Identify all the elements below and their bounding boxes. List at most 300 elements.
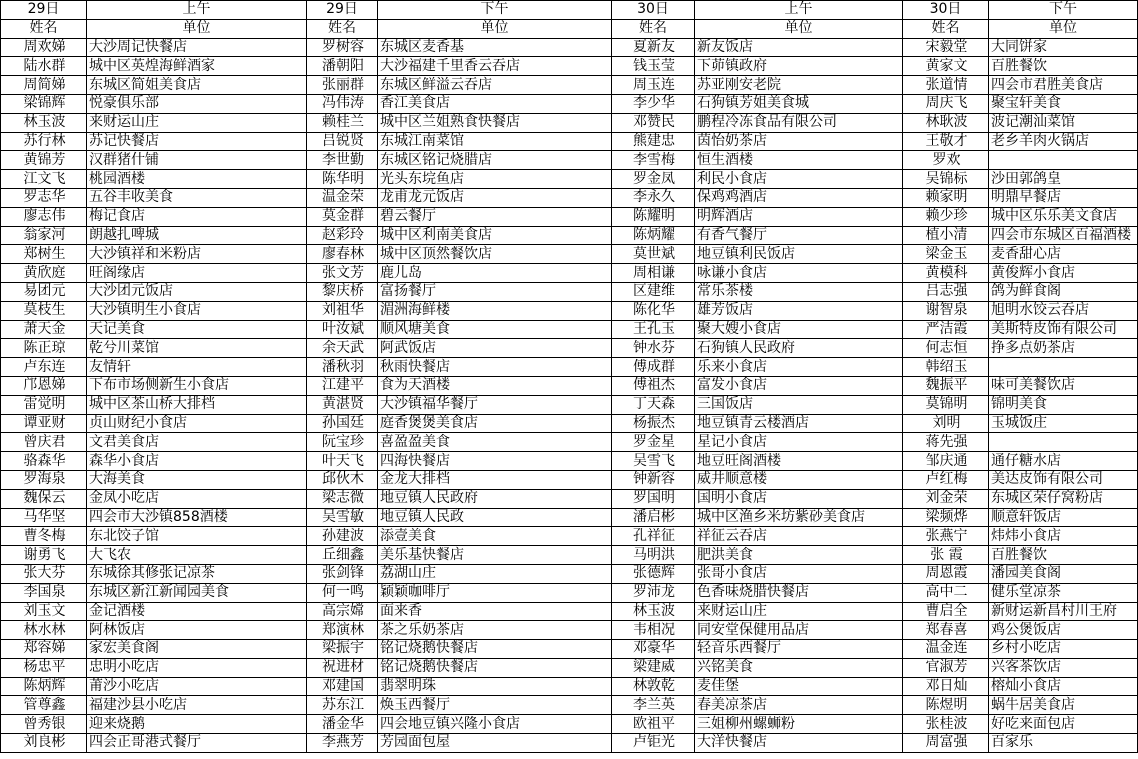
table-row: [1, 640, 1138, 659]
name-cell: 刘祖华: [307, 301, 378, 320]
name-cell: 周玉连: [612, 76, 695, 95]
name-cell: 陈华明: [307, 170, 378, 189]
unit-cell: 大同饼家: [989, 38, 1138, 57]
name-cell: 夏新友: [612, 38, 695, 57]
name-cell: 陈炳辉: [1, 677, 87, 696]
unit-cell: 地豆旺阁酒楼: [695, 452, 903, 471]
name-cell: 祝进材: [307, 658, 378, 677]
name-cell: 罗国明: [612, 489, 695, 508]
name-cell: 翁家河: [1, 226, 87, 245]
name-cell: 叶汝斌: [307, 320, 378, 339]
name-cell: 钱玉莹: [612, 57, 695, 76]
name-cell: 曹启全: [903, 602, 989, 621]
unit-cell: 美乐基快餐店: [378, 546, 612, 565]
unit-cell: 大沙周记快餐店: [87, 38, 307, 57]
name-cell: 林水林: [1, 621, 87, 640]
unit-cell: 黄俊辉小食店: [989, 264, 1138, 283]
name-cell: 罗志华: [1, 188, 87, 207]
unit-cell: 美达皮饰有限公司: [989, 470, 1138, 489]
name-cell: 叶天飞: [307, 452, 378, 471]
name-cell: 孙建波: [307, 527, 378, 546]
unit-cell: 文君美食店: [87, 433, 307, 452]
name-cell: 丘细鑫: [307, 546, 378, 565]
table-row: [1, 583, 1138, 602]
name-cell: 曹冬梅: [1, 527, 87, 546]
name-cell: 张燕宁: [903, 527, 989, 546]
name-cell: 林耿波: [903, 113, 989, 132]
name-cell: 黄湛贤: [307, 395, 378, 414]
name-cell: 曾庆君: [1, 433, 87, 452]
unit-cell: 挣多点奶茶店: [989, 339, 1138, 358]
unit-cell: 添壹美食: [378, 527, 612, 546]
header-cell: 29日: [307, 1, 378, 20]
unit-cell: 家宏美食阁: [87, 640, 307, 659]
unit-cell: 蜗牛居美食店: [989, 696, 1138, 715]
unit-cell: 秋雨快餐店: [378, 358, 612, 377]
name-cell: 苏行林: [1, 132, 87, 151]
name-cell: 邹庆通: [903, 452, 989, 471]
table-row: [1, 452, 1138, 471]
name-cell: 张 霞: [903, 546, 989, 565]
name-cell: 温金荣: [307, 188, 378, 207]
table-row: [1, 226, 1138, 245]
name-cell: 张大芬: [1, 564, 87, 583]
unit-cell: 茶之乐奶茶店: [378, 621, 612, 640]
name-cell: 谢智泉: [903, 301, 989, 320]
name-cell: 马明洪: [612, 546, 695, 565]
unit-cell: 乾兮川菜馆: [87, 339, 307, 358]
name-cell: 罗金凤: [612, 170, 695, 189]
unit-cell: 明鼎早餐店: [989, 188, 1138, 207]
name-cell: 雷觉明: [1, 395, 87, 414]
table-row: [1, 433, 1138, 452]
unit-cell: 潘园美食阁: [989, 564, 1138, 583]
table-row: [1, 358, 1138, 377]
unit-cell: 大飞农: [87, 546, 307, 565]
name-cell: 严洁霞: [903, 320, 989, 339]
unit-cell: 地豆镇利民饭店: [695, 245, 903, 264]
header-cell: 上午: [87, 1, 307, 20]
unit-cell: 金龙大排档: [378, 470, 612, 489]
unit-cell: 东北饺子馆: [87, 527, 307, 546]
unit-cell: 食为天酒楼: [378, 376, 612, 395]
name-cell: 林敦乾: [612, 677, 695, 696]
name-cell: 管尊鑫: [1, 696, 87, 715]
unit-cell: 健乐堂凉茶: [989, 583, 1138, 602]
table-row: [1, 621, 1138, 640]
unit-cell: 光头东垸鱼店: [378, 170, 612, 189]
unit-cell: 雄芳饭店: [695, 301, 903, 320]
unit-cell: 来财运山庄: [87, 113, 307, 132]
unit-cell: 大沙团元饭店: [87, 282, 307, 301]
name-cell: 邓日灿: [903, 677, 989, 696]
unit-cell: 四会地豆镇兴隆小食店: [378, 715, 612, 734]
unit-cell: 新友饭店: [695, 38, 903, 57]
unit-cell: 森华小食店: [87, 452, 307, 471]
name-cell: 植小清: [903, 226, 989, 245]
unit-cell: 聚宝轩美食: [989, 94, 1138, 113]
name-cell: 马华坚: [1, 508, 87, 527]
header-cell: 30日: [612, 1, 695, 20]
name-cell: 张桂波: [903, 715, 989, 734]
table-row: [1, 245, 1138, 264]
header-cell: 姓名: [612, 19, 695, 38]
unit-cell: 东城区鲜溢云吞店: [378, 76, 612, 95]
unit-cell: 石狗镇人民政府: [695, 339, 903, 358]
unit-cell: 新财运新昌村川王府: [989, 602, 1138, 621]
name-cell: 欧祖平: [612, 715, 695, 734]
name-cell: 李兰英: [612, 696, 695, 715]
unit-cell: 四海快餐店: [378, 452, 612, 471]
name-cell: 周庆飞: [903, 94, 989, 113]
name-cell: 梁频烨: [903, 508, 989, 527]
table-row: [1, 188, 1138, 207]
name-cell: 阮宝珍: [307, 433, 378, 452]
unit-cell: 焕玉西餐厅: [378, 696, 612, 715]
name-cell: 罗欢: [903, 151, 989, 170]
table-row: [1, 94, 1138, 113]
name-cell: 谢勇飞: [1, 546, 87, 565]
name-cell: 郑春喜: [903, 621, 989, 640]
table-row: [1, 470, 1138, 489]
unit-cell: 荔湖山庄: [378, 564, 612, 583]
unit-cell: 悦豪俱乐部: [87, 94, 307, 113]
name-cell: 廖志伟: [1, 207, 87, 226]
unit-cell: 百胜餐饮: [989, 57, 1138, 76]
name-cell: 周恩霞: [903, 564, 989, 583]
unit-cell: 四会正哥港式餐厅: [87, 734, 307, 753]
name-cell: 杨振杰: [612, 414, 695, 433]
unit-cell: 色香味烧腊快餐店: [695, 583, 903, 602]
unit-cell: 龙甫龙元饭店: [378, 188, 612, 207]
unit-cell: 春美凉茶店: [695, 696, 903, 715]
unit-cell: 常乐茶楼: [695, 282, 903, 301]
unit-cell: 咏谦小食店: [695, 264, 903, 283]
unit-cell: 金凤小吃店: [87, 489, 307, 508]
unit-cell: 炜炜小食店: [989, 527, 1138, 546]
name-cell: 黄锦芳: [1, 151, 87, 170]
name-cell: 高宗嫦: [307, 602, 378, 621]
unit-cell: 湄洲海鲜楼: [378, 301, 612, 320]
unit-cell: 大沙镇祥和米粉店: [87, 245, 307, 264]
name-cell: 廖春林: [307, 245, 378, 264]
unit-cell: 东城区简姐美食店: [87, 76, 307, 95]
table-row: [1, 38, 1138, 57]
unit-cell: 苏亚刚安老院: [695, 76, 903, 95]
table-row: [1, 301, 1138, 320]
unit-cell: 地豆镇人民政府: [378, 489, 612, 508]
name-cell: 刘金荣: [903, 489, 989, 508]
name-cell: 邓赞民: [612, 113, 695, 132]
header-cell: 姓名: [1, 19, 87, 38]
name-cell: 卢东连: [1, 358, 87, 377]
unit-cell: 梅记食店: [87, 207, 307, 226]
name-cell: 周富强: [903, 734, 989, 753]
unit-cell: 金记酒楼: [87, 602, 307, 621]
table-row: [1, 508, 1138, 527]
unit-cell: 麦佳堡: [695, 677, 903, 696]
unit-cell: 友情轩: [87, 358, 307, 377]
header-cell: 下午: [989, 1, 1138, 20]
table-row: [1, 696, 1138, 715]
unit-cell: 鹏程冷冻食品有限公司: [695, 113, 903, 132]
header-cell: 单位: [378, 19, 612, 38]
unit-cell: 城中区兰姐熟食快餐店: [378, 113, 612, 132]
unit-cell: 天记美食: [87, 320, 307, 339]
unit-cell: 地豆镇青云楼酒店: [695, 414, 903, 433]
unit-cell: 汉群猪什铺: [87, 151, 307, 170]
unit-cell: 通仔糖水店: [989, 452, 1138, 471]
name-cell: 黄欣庭: [1, 264, 87, 283]
name-cell: 张丽群: [307, 76, 378, 95]
name-cell: 王孔玉: [612, 320, 695, 339]
unit-cell: 苏记快餐店: [87, 132, 307, 151]
name-cell: 曾秀银: [1, 715, 87, 734]
unit-cell: 颖颖咖啡厅: [378, 583, 612, 602]
unit-cell: 张哥小食店: [695, 564, 903, 583]
table-row: [1, 414, 1138, 433]
unit-cell: [989, 433, 1138, 452]
name-cell: 何一鸣: [307, 583, 378, 602]
name-cell: 梁志微: [307, 489, 378, 508]
unit-cell: 顺意轩饭店: [989, 508, 1138, 527]
name-cell: 高中二: [903, 583, 989, 602]
name-cell: 谭亚财: [1, 414, 87, 433]
unit-cell: 庭香煲煲美食店: [378, 414, 612, 433]
unit-cell: 大沙镇明生小食店: [87, 301, 307, 320]
name-cell: 魏振平: [903, 376, 989, 395]
name-cell: 赖少珍: [903, 207, 989, 226]
unit-cell: 旺阁缘店: [87, 264, 307, 283]
name-cell: 吴雪飞: [612, 452, 695, 471]
unit-cell: 喜盈盈美食: [378, 433, 612, 452]
header-cell: 下午: [378, 1, 612, 20]
unit-cell: 乐来小食店: [695, 358, 903, 377]
name-cell: 吕锐贤: [307, 132, 378, 151]
name-cell: 宋毅堂: [903, 38, 989, 57]
name-cell: 温金连: [903, 640, 989, 659]
unit-cell: 城中区茶山桥大排档: [87, 395, 307, 414]
unit-cell: 朗越扎啤城: [87, 226, 307, 245]
unit-cell: 莆沙小吃店: [87, 677, 307, 696]
name-cell: 张道情: [903, 76, 989, 95]
name-cell: 周简娣: [1, 76, 87, 95]
unit-cell: 祥征云吞店: [695, 527, 903, 546]
name-cell: 罗金星: [612, 433, 695, 452]
unit-cell: [989, 151, 1138, 170]
unit-cell: 鸡公煲饭店: [989, 621, 1138, 640]
name-cell: 李燕芳: [307, 734, 378, 753]
name-cell: 张文芳: [307, 264, 378, 283]
unit-cell: 地豆镇人民政: [378, 508, 612, 527]
unit-cell: 东城区麦香基: [378, 38, 612, 57]
name-cell: 罗沛龙: [612, 583, 695, 602]
unit-cell: 石狗镇芳姐美食城: [695, 94, 903, 113]
unit-cell: 四会市东城区百福酒楼: [989, 226, 1138, 245]
unit-cell: 大海美食: [87, 470, 307, 489]
name-cell: 官淑芳: [903, 658, 989, 677]
name-cell: 邱伙木: [307, 470, 378, 489]
unit-cell: 城中区利南美食店: [378, 226, 612, 245]
unit-cell: 玉城饭庄: [989, 414, 1138, 433]
table-row: [1, 527, 1138, 546]
name-cell: 赖桂兰: [307, 113, 378, 132]
unit-cell: 榕灿小食店: [989, 677, 1138, 696]
name-cell: 周相谦: [612, 264, 695, 283]
header-cell: 单位: [695, 19, 903, 38]
table-row: [1, 734, 1138, 753]
unit-cell: 兴客茶饮店: [989, 658, 1138, 677]
unit-cell: 兴铭美食: [695, 658, 903, 677]
name-cell: 李雪梅: [612, 151, 695, 170]
name-cell: 陆水群: [1, 57, 87, 76]
name-cell: 潘金华: [307, 715, 378, 734]
unit-cell: 老乡羊肉火锅店: [989, 132, 1138, 151]
unit-cell: 城中区英煌海鲜酒家: [87, 57, 307, 76]
unit-cell: 四会市君胜美食店: [989, 76, 1138, 95]
name-cell: 陈正琼: [1, 339, 87, 358]
name-cell: 罗海泉: [1, 470, 87, 489]
unit-cell: 威井顺意楼: [695, 470, 903, 489]
header-cell: 上午: [695, 1, 903, 20]
unit-cell: 五谷丰收美食: [87, 188, 307, 207]
table-row: [1, 76, 1138, 95]
name-cell: 李永久: [612, 188, 695, 207]
name-cell: 梁建威: [612, 658, 695, 677]
table-row: [1, 715, 1138, 734]
unit-cell: 东城区新江新闻园美食: [87, 583, 307, 602]
name-cell: 李国泉: [1, 583, 87, 602]
name-cell: 黄模科: [903, 264, 989, 283]
name-cell: 莫世斌: [612, 245, 695, 264]
unit-cell: 东城徐其修张记凉茶: [87, 564, 307, 583]
name-cell: 莫枝生: [1, 301, 87, 320]
table-row: [1, 264, 1138, 283]
unit-cell: 城中区渔乡米坊紫砂美食店: [695, 508, 903, 527]
table-row: [1, 376, 1138, 395]
name-cell: 傅成群: [612, 358, 695, 377]
name-cell: 梁锦辉: [1, 94, 87, 113]
name-cell: 张德辉: [612, 564, 695, 583]
name-cell: 黄家文: [903, 57, 989, 76]
name-cell: 江建平: [307, 376, 378, 395]
name-cell: 邝恩娣: [1, 376, 87, 395]
table-row: [1, 546, 1138, 565]
table-row: [1, 151, 1138, 170]
unit-cell: 铭记烧鹅快餐店: [378, 640, 612, 659]
unit-cell: 明辉酒店: [695, 207, 903, 226]
unit-cell: 大沙镇福华餐厅: [378, 395, 612, 414]
name-cell: 杨忠平: [1, 658, 87, 677]
unit-cell: 肥洪美食: [695, 546, 903, 565]
name-cell: 钟水芬: [612, 339, 695, 358]
name-cell: 林玉波: [612, 602, 695, 621]
unit-cell: 东城江南菜馆: [378, 132, 612, 151]
unit-cell: 沙田郭鸽皇: [989, 170, 1138, 189]
name-cell: 李少华: [612, 94, 695, 113]
unit-cell: 来财运山庄: [695, 602, 903, 621]
unit-cell: 鸽为鲜食阁: [989, 282, 1138, 301]
name-cell: 吴锦标: [903, 170, 989, 189]
name-cell: 熊建忠: [612, 132, 695, 151]
name-cell: 孙国廷: [307, 414, 378, 433]
name-cell: 丁天森: [612, 395, 695, 414]
table-row: [1, 132, 1138, 151]
unit-cell: 铭记烧鹅快餐店: [378, 658, 612, 677]
name-cell: 冯伟涛: [307, 94, 378, 113]
table-row: [1, 320, 1138, 339]
table-row: [1, 113, 1138, 132]
name-cell: 邓建国: [307, 677, 378, 696]
name-cell: 蒋先强: [903, 433, 989, 452]
unit-cell: 下布市场侧新生小食店: [87, 376, 307, 395]
table-row: [1, 282, 1138, 301]
table-row: [1, 170, 1138, 189]
name-cell: 陈炳耀: [612, 226, 695, 245]
name-cell: 傅祖杰: [612, 376, 695, 395]
table-row: [1, 602, 1138, 621]
unit-cell: 桃园酒楼: [87, 170, 307, 189]
header-cell: 29日: [1, 1, 87, 20]
name-cell: 刘良彬: [1, 734, 87, 753]
unit-cell: 福建沙县小吃店: [87, 696, 307, 715]
unit-cell: 旭明水饺云吞店: [989, 301, 1138, 320]
table-row: [1, 564, 1138, 583]
unit-cell: 味可美餐饮店: [989, 376, 1138, 395]
name-cell: 易团元: [1, 282, 87, 301]
name-cell: 吴雪敏: [307, 508, 378, 527]
name-cell: 孔祥征: [612, 527, 695, 546]
name-cell: 区建维: [612, 282, 695, 301]
name-cell: 骆森华: [1, 452, 87, 471]
header-cell: 单位: [87, 19, 307, 38]
unit-cell: 迎来烧鹅: [87, 715, 307, 734]
name-cell: 梁金玉: [903, 245, 989, 264]
unit-cell: 忠明小吃店: [87, 658, 307, 677]
name-cell: 潘朝阳: [307, 57, 378, 76]
unit-cell: 城中区乐乐美文食店: [989, 207, 1138, 226]
unit-cell: 顺风塘美食: [378, 320, 612, 339]
unit-cell: 利民小食店: [695, 170, 903, 189]
unit-cell: 阿武饭店: [378, 339, 612, 358]
name-cell: 余天武: [307, 339, 378, 358]
name-cell: 陈化华: [612, 301, 695, 320]
table-row: [1, 658, 1138, 677]
unit-cell: 碧云餐厅: [378, 207, 612, 226]
name-cell: 王敬才: [903, 132, 989, 151]
unit-cell: 恒生酒楼: [695, 151, 903, 170]
unit-cell: 同安堂保健用品店: [695, 621, 903, 640]
header-row-labels: [1, 19, 1138, 38]
name-cell: 莫金群: [307, 207, 378, 226]
unit-cell: 大沙福建千里香云吞店: [378, 57, 612, 76]
name-cell: 卢红梅: [903, 470, 989, 489]
table-row: [1, 339, 1138, 358]
unit-cell: 美斯特皮饰有限公司: [989, 320, 1138, 339]
unit-cell: 聚大嫂小食店: [695, 320, 903, 339]
name-cell: 刘明: [903, 414, 989, 433]
unit-cell: 麦香甜心店: [989, 245, 1138, 264]
name-cell: 潘秋羽: [307, 358, 378, 377]
unit-cell: 百家乐: [989, 734, 1138, 753]
unit-cell: 东城区铭记烧腊店: [378, 151, 612, 170]
name-cell: 郑容娣: [1, 640, 87, 659]
unit-cell: 有香气餐厅: [695, 226, 903, 245]
name-cell: 郑演林: [307, 621, 378, 640]
unit-cell: 四会市大沙镇858酒楼: [87, 508, 307, 527]
unit-cell: 三姐柳州螺蛳粉: [695, 715, 903, 734]
name-cell: 梁振宇: [307, 640, 378, 659]
